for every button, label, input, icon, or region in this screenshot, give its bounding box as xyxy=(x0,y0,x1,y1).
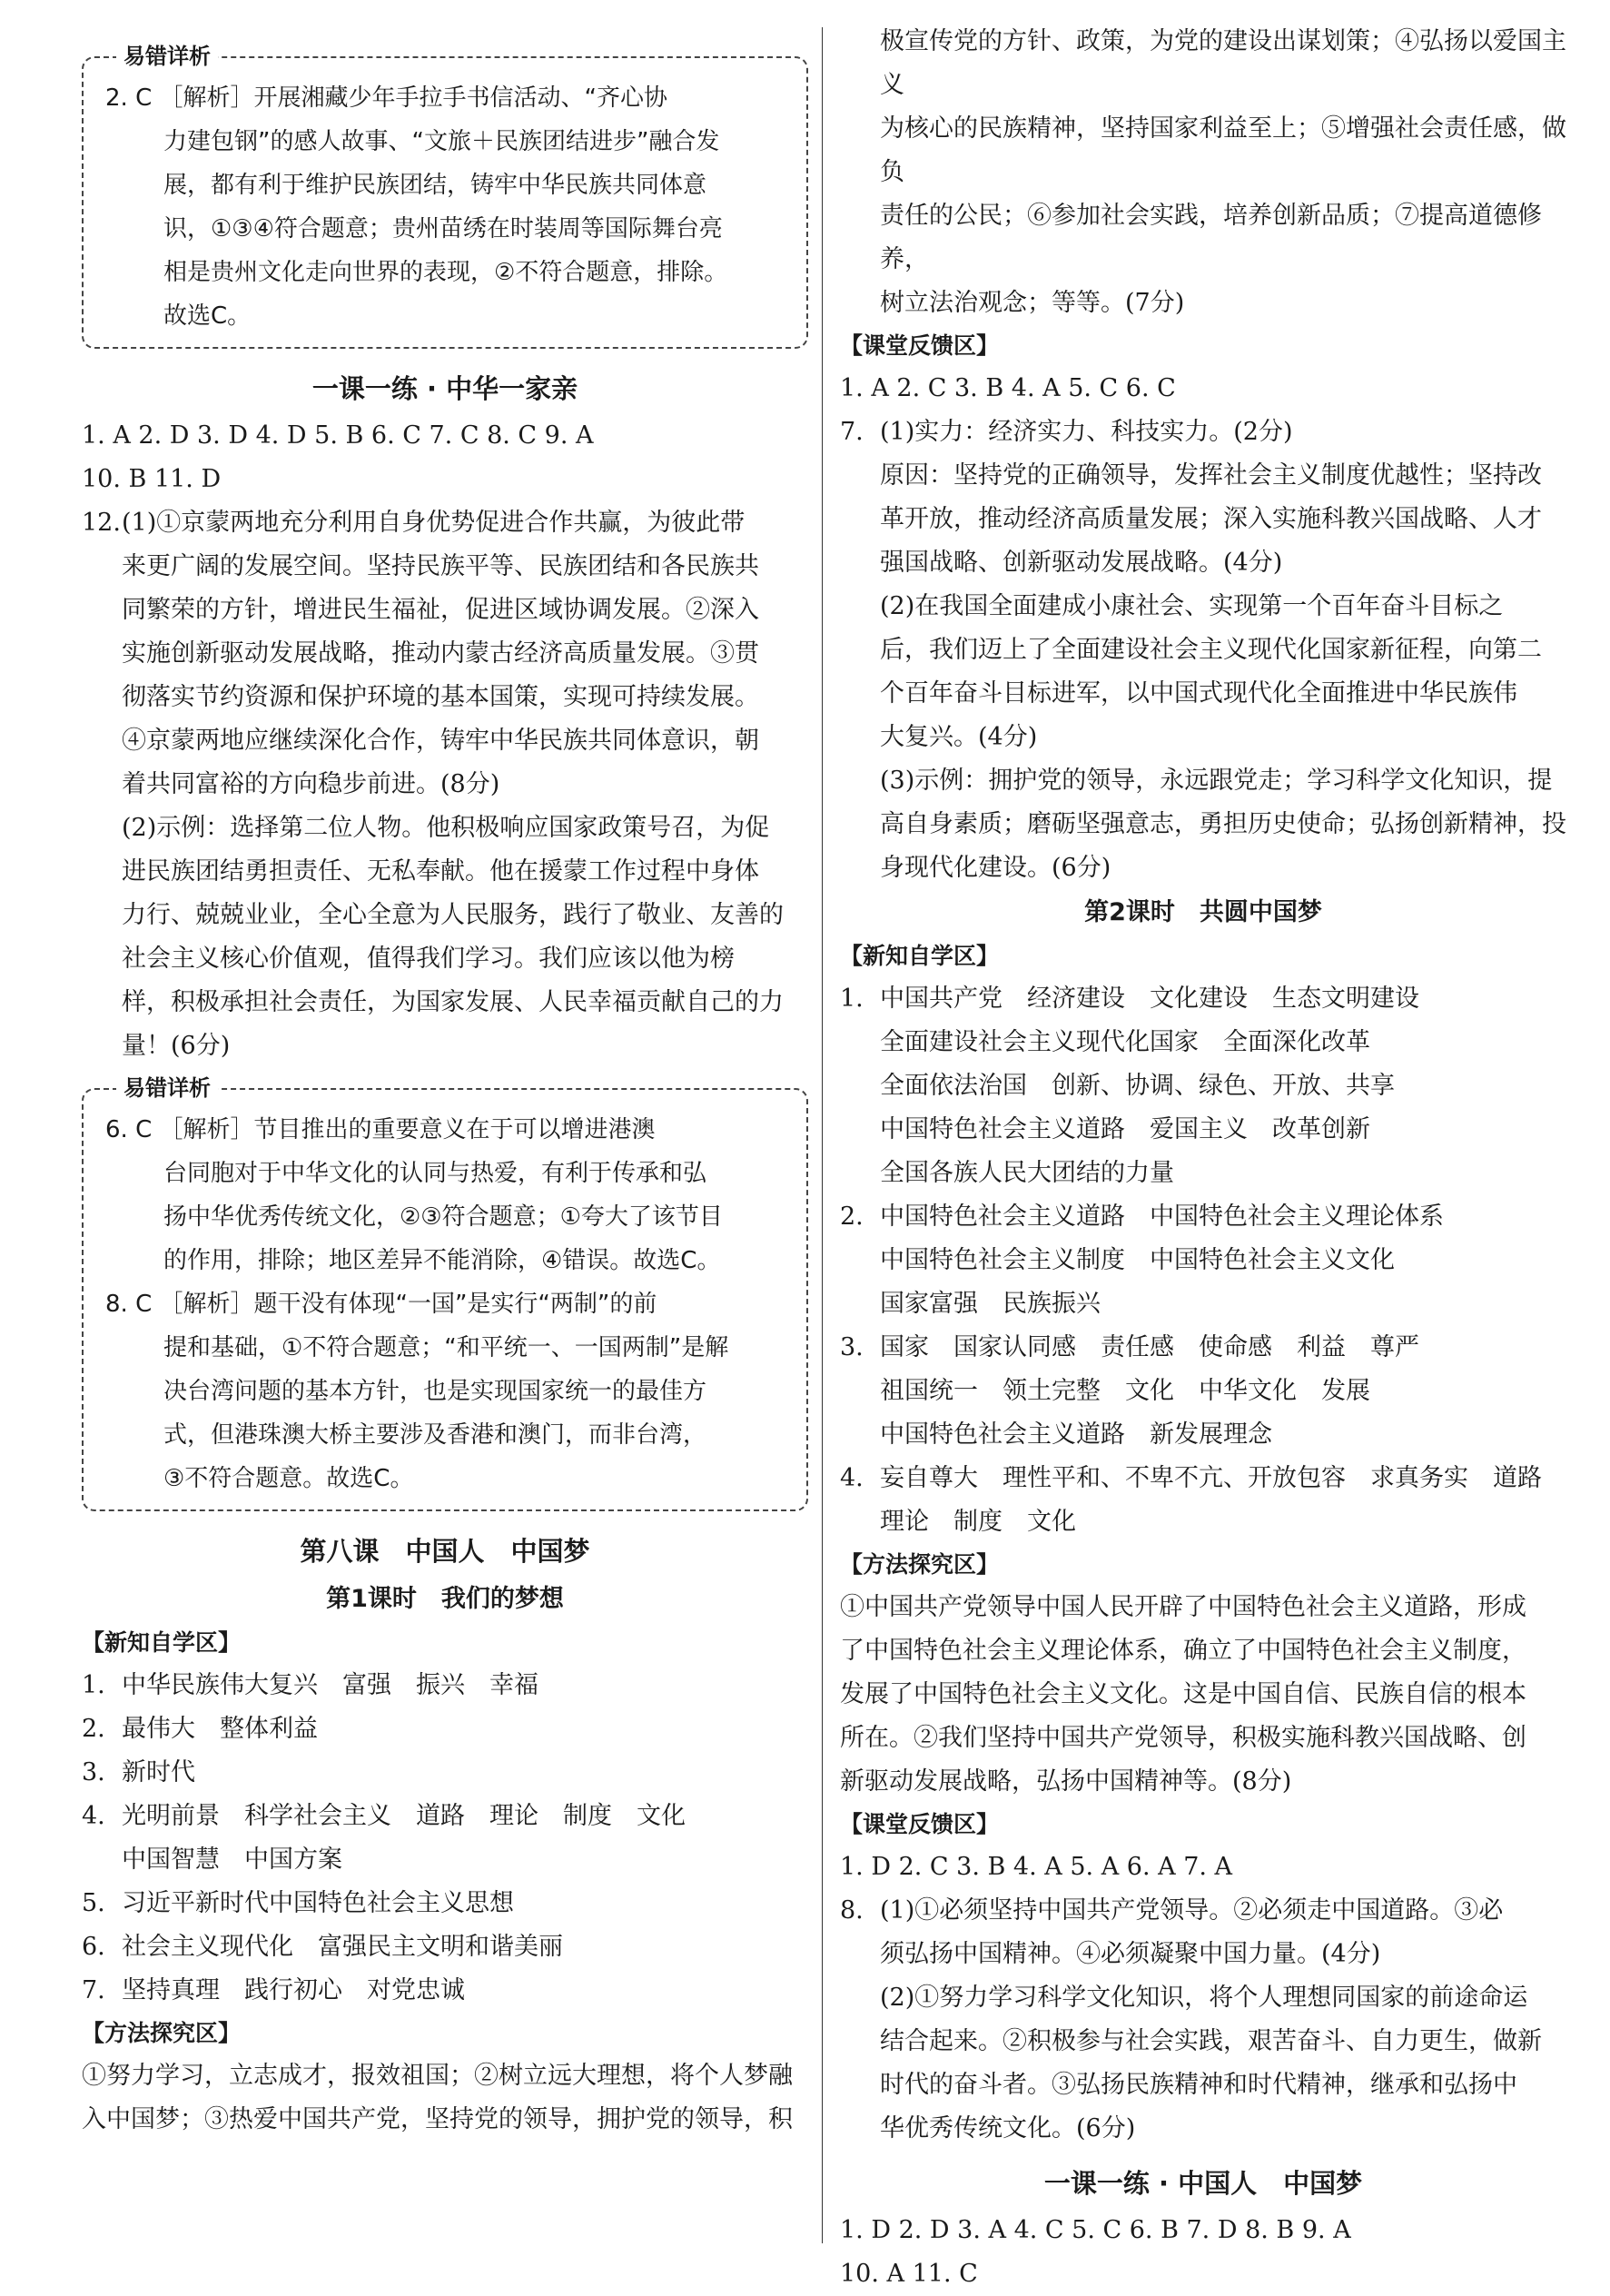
lesson-subtitle: 第2课时 共圆中国梦 xyxy=(1084,898,1322,926)
text-line: 识，①③④符合题意；贵州苗绣在时装周等国际舞台亮 xyxy=(163,215,723,242)
item-number: 2. xyxy=(82,1715,105,1743)
list-item xyxy=(82,1925,808,1969)
text-line: 极宣传党的方针、政策，为党的建设出谋划策；④弘扬以爱国主义 xyxy=(880,27,1566,99)
list-item xyxy=(82,1707,808,1751)
text-line: (2)在我国全面建成小康社会、实现第一个百年奋斗目标之 xyxy=(880,592,1504,620)
section-label-feedback: 【课堂反馈区】 xyxy=(840,1811,1000,1837)
item-text: 习近平新时代中国特色社会主义思想 xyxy=(122,1889,514,1917)
text-line: (2)示例：选择第二位人物。他积极响应国家政策号召，为促 xyxy=(122,814,770,842)
item-text: 妄自尊大 理性平和、不卑不亢、开放包容 求真务实 道路 xyxy=(880,1464,1542,1492)
text-line: 时代的奋斗者。③弘扬民族精神和时代精神，继承和弘扬中 xyxy=(880,2071,1517,2099)
question-number: 7. xyxy=(840,418,864,446)
item-number: 6. xyxy=(82,1933,105,1961)
text-line: 华优秀传统文化。(6分) xyxy=(880,2114,1136,2143)
text-line: 台同胞对于中华文化的认同与热爱，有利于传承和弘 xyxy=(163,1160,707,1187)
item-text: 坚持真理 践行初心 对党忠诚 xyxy=(122,1976,465,2004)
list-item xyxy=(840,1195,1566,1326)
text-line: 大复兴。(4分) xyxy=(880,723,1038,751)
error-analysis-box-2 xyxy=(82,1075,808,1511)
text-line: 扬中华优秀传统文化，②③符合题意；①夸大了该节目 xyxy=(163,1203,723,1231)
list-item xyxy=(82,1795,808,1882)
item-text: 全国各族人民大团结的力量 xyxy=(880,1159,1174,1187)
question-number: 12. xyxy=(82,509,121,537)
item-text: 理论 制度 文化 xyxy=(880,1508,1076,1536)
text-line: 相是贵州文化走向世界的表现，②不符合题意，排除。 xyxy=(163,259,728,286)
text-line: 决台湾问题的基本方针，也是实现国家统一的最佳方 xyxy=(163,1378,707,1405)
section-heading-dream: 一课一练 · 中国人 中国梦 xyxy=(1043,2168,1363,2199)
lesson-title: 第八课 中国人 中国梦 xyxy=(300,1536,590,1567)
section-label-new-knowledge: 【新知自学区】 xyxy=(840,943,1000,969)
text-line: 革开放，推动经济高质量发展；深入实施科教兴国战略、人才 xyxy=(880,505,1542,533)
lesson-subtitle: 第1课时 我们的梦想 xyxy=(326,1585,564,1613)
box-title: 易错详析 xyxy=(116,42,218,71)
text-line: 进民族团结勇担责任、无私奉献。他在援蒙工作过程中身体 xyxy=(122,857,759,886)
text-line: 高自身素质；磨砺坚强意志，勇担历史使命；弘扬创新精神，投 xyxy=(880,810,1566,838)
text-line: ③不符合题意。故选C。 xyxy=(163,1465,414,1492)
list-item xyxy=(840,1326,1566,1457)
text-line: ①中国共产党领导中国人民开辟了中国特色社会主义道路，形成 xyxy=(840,1593,1526,1621)
text-line: 6. C ［解析］节目推出的重要意义在于可以增进港澳 xyxy=(105,1116,656,1143)
text-line: 样，积极承担社会责任，为国家发展、人民幸福贡献自己的力 xyxy=(122,988,784,1016)
answer-key-line: 10. B 11. D xyxy=(82,465,222,493)
item-number: 4. xyxy=(82,1802,105,1830)
answer-key-line: 1. A 2. C 3. B 4. A 5. C 6. C xyxy=(840,374,1176,402)
list-item xyxy=(840,977,1566,1195)
section-label-feedback: 【课堂反馈区】 xyxy=(840,332,1000,359)
item-number: 7. xyxy=(82,1976,105,2004)
text-line: 着共同富裕的方向稳步前进。(8分) xyxy=(122,770,500,798)
text-line: (1)①京蒙两地充分利用自身优势促进合作共赢，为彼此带 xyxy=(122,509,746,537)
text-line: 同繁荣的方针，增进民生福祉，促进区域协调发展。②深入 xyxy=(122,596,759,624)
item-text: 中国特色社会主义制度 中国特色社会主义文化 xyxy=(880,1246,1395,1274)
question-8 xyxy=(840,1889,1566,2151)
text-line: 实施创新驱动发展战略，推动内蒙古经济高质量发展。③贯 xyxy=(122,639,759,668)
text-line: (2)①努力学习科学文化知识，将个人理想同国家的前途命运 xyxy=(880,1984,1528,2012)
answer-key-line: 1. A 2. D 3. D 4. D 5. B 6. C 7. C 8. C 9. A xyxy=(82,421,594,450)
text-line: 社会主义核心价值观，值得我们学习。我们应该以他为榜 xyxy=(122,945,735,973)
text-line: 故选C。 xyxy=(163,302,252,330)
text-line: 式，但港珠澳大桥主要涉及香港和澳门，而非台湾， xyxy=(163,1421,707,1449)
text-line: 力建包钢”的感人故事、“文旅＋民族团结进步”融合发 xyxy=(163,128,720,155)
section-heading-family: 一课一练 · 中华一家亲 xyxy=(311,373,578,404)
error-analysis-box-1 xyxy=(82,44,808,349)
text-line: (1)实力：经济实力、科技实力。(2分) xyxy=(880,418,1293,446)
text-line: 展，都有利于维护民族团结，铸牢中华民族共同体意 xyxy=(163,172,707,199)
list-item xyxy=(82,1882,808,1925)
item-number: 5. xyxy=(82,1889,105,1917)
item-text: 中国智慧 中国方案 xyxy=(122,1846,342,1874)
text-line: 彻落实节约资源和保护环境的基本国策，实现可持续发展。 xyxy=(122,683,759,711)
text-line: 来更广阔的发展空间。坚持民族平等、民族团结和各民族共 xyxy=(122,552,759,580)
item-text: 中国特色社会主义道路 中国特色社会主义理论体系 xyxy=(880,1202,1444,1231)
text-line: ④京蒙两地应继续深化合作，铸牢中华民族共同体意识，朝 xyxy=(122,727,759,755)
item-number: 3. xyxy=(840,1333,864,1361)
text-line: 个百年奋斗目标进军，以中国式现代化全面推进中华民族伟 xyxy=(880,679,1517,708)
column-divider xyxy=(822,27,823,2243)
text-line: 须弘扬中国精神。④必须凝聚中国力量。(4分) xyxy=(880,1940,1381,1968)
left-column xyxy=(82,36,808,2142)
item-number: 1. xyxy=(840,985,864,1013)
section-label-method: 【方法探究区】 xyxy=(82,2020,242,2046)
item-text: 国家富强 民族振兴 xyxy=(880,1290,1101,1318)
question-12 xyxy=(82,501,808,1068)
item-text: 社会主义现代化 富强民主文明和谐美丽 xyxy=(122,1933,563,1961)
right-column xyxy=(840,20,1566,2296)
text-line: 身现代化建设。(6分) xyxy=(880,854,1111,882)
text-line: 入中国梦；③热爱中国共产党，坚持党的领导，拥护党的领导，积 xyxy=(82,2105,793,2133)
answer-key-line: 1. D 2. D 3. A 4. C 5. C 6. B 7. D 8. B 9. A xyxy=(840,2216,1351,2244)
text-line: 的作用，排除；地区差异不能消除，④错误。故选C。 xyxy=(163,1247,721,1274)
item-text: 全面建设社会主义现代化国家 全面深化改革 xyxy=(880,1028,1370,1056)
section-label-new-knowledge: 【新知自学区】 xyxy=(82,1629,242,1656)
item-text: 最伟大 整体利益 xyxy=(122,1715,318,1743)
text-line: 了中国特色社会主义理论体系，确立了中国特色社会主义制度， xyxy=(840,1637,1526,1665)
item-text: 中国特色社会主义道路 新发展理念 xyxy=(880,1420,1272,1449)
list-item xyxy=(82,1751,808,1795)
question-7 xyxy=(840,411,1566,890)
list-item xyxy=(840,1457,1566,1544)
item-text: 新时代 xyxy=(122,1758,195,1786)
section-label-method: 【方法探究区】 xyxy=(840,1551,1000,1578)
text-line: 提和基础，①不符合题意；“和平统一、一国两制”是解 xyxy=(163,1334,729,1361)
item-text: 国家 国家认同感 责任感 使命感 利益 尊严 xyxy=(880,1333,1419,1361)
item-text: 光明前景 科学社会主义 道路 理论 制度 文化 xyxy=(122,1802,686,1830)
text-line: 强国战略、创新驱动发展战略。(4分) xyxy=(880,549,1283,577)
text-line: 树立法治观念；等等。(7分) xyxy=(880,289,1185,317)
text-line: 所在。②我们坚持中国共产党领导，积极实施科教兴国战略、创 xyxy=(840,1724,1526,1752)
item-number: 3. xyxy=(82,1758,105,1786)
text-line: 后，我们迈上了全面建设社会主义现代化国家新征程，向第二 xyxy=(880,636,1542,664)
text-line: 量！(6分) xyxy=(122,1032,231,1060)
item-number: 1. xyxy=(82,1671,105,1699)
answer-key-line: 10. A 11. C xyxy=(840,2260,978,2288)
text-line: 8. C ［解析］题干没有体现“一国”是实行“两制”的前 xyxy=(105,1291,657,1318)
item-text: 中华民族伟大复兴 富强 振兴 幸福 xyxy=(122,1671,538,1699)
text-line: 2. C ［解析］开展湘藏少年手拉手书信活动、“齐心协 xyxy=(105,84,667,112)
text-line: 新驱动发展战略，弘扬中国精神等。(8分) xyxy=(840,1767,1292,1796)
text-line: 原因：坚持党的正确领导，发挥社会主义制度优越性；坚持改 xyxy=(880,461,1542,490)
box-title: 易错详析 xyxy=(116,1074,218,1103)
text-line: 为核心的民族精神，坚持国家利益至上；⑤增强社会责任感，做负 xyxy=(880,114,1566,186)
text-line: 发展了中国特色社会主义文化。这是中国自信、民族自信的根本 xyxy=(840,1680,1526,1708)
item-text: 祖国统一 领土完整 文化 中华文化 发展 xyxy=(880,1377,1370,1405)
question-number: 8. xyxy=(840,1896,864,1925)
text-line: (1)①必须坚持中国共产党领导。②必须走中国道路。③必 xyxy=(880,1896,1504,1925)
item-text: 中国特色社会主义道路 爱国主义 改革创新 xyxy=(880,1115,1370,1143)
answer-key-line: 1. D 2. C 3. B 4. A 5. A 6. A 7. A xyxy=(840,1853,1233,1881)
list-item xyxy=(82,1664,808,1707)
item-number: 2. xyxy=(840,1202,864,1231)
text-line: ①努力学习，立志成才，报效祖国；②树立远大理想，将个人梦融 xyxy=(82,2062,793,2090)
list-item xyxy=(82,1969,808,2013)
text-line: 结合起来。②积极参与社会实践，艰苦奋斗、自力更生，做新 xyxy=(880,2027,1542,2055)
text-line: 力行、兢兢业业，全心全意为人民服务，践行了敬业、友善的 xyxy=(122,901,784,929)
text-line: 责任的公民；⑥参加社会实践，培养创新品质；⑦提高道德修养， xyxy=(880,202,1542,273)
item-text: 中国共产党 经济建设 文化建设 生态文明建设 xyxy=(880,985,1419,1013)
item-text: 全面依法治国 创新、协调、绿色、开放、共享 xyxy=(880,1072,1395,1100)
item-number: 4. xyxy=(840,1464,864,1492)
text-line: (3)示例：拥护党的领导，永远跟党走；学习科学文化知识，提 xyxy=(880,767,1553,795)
